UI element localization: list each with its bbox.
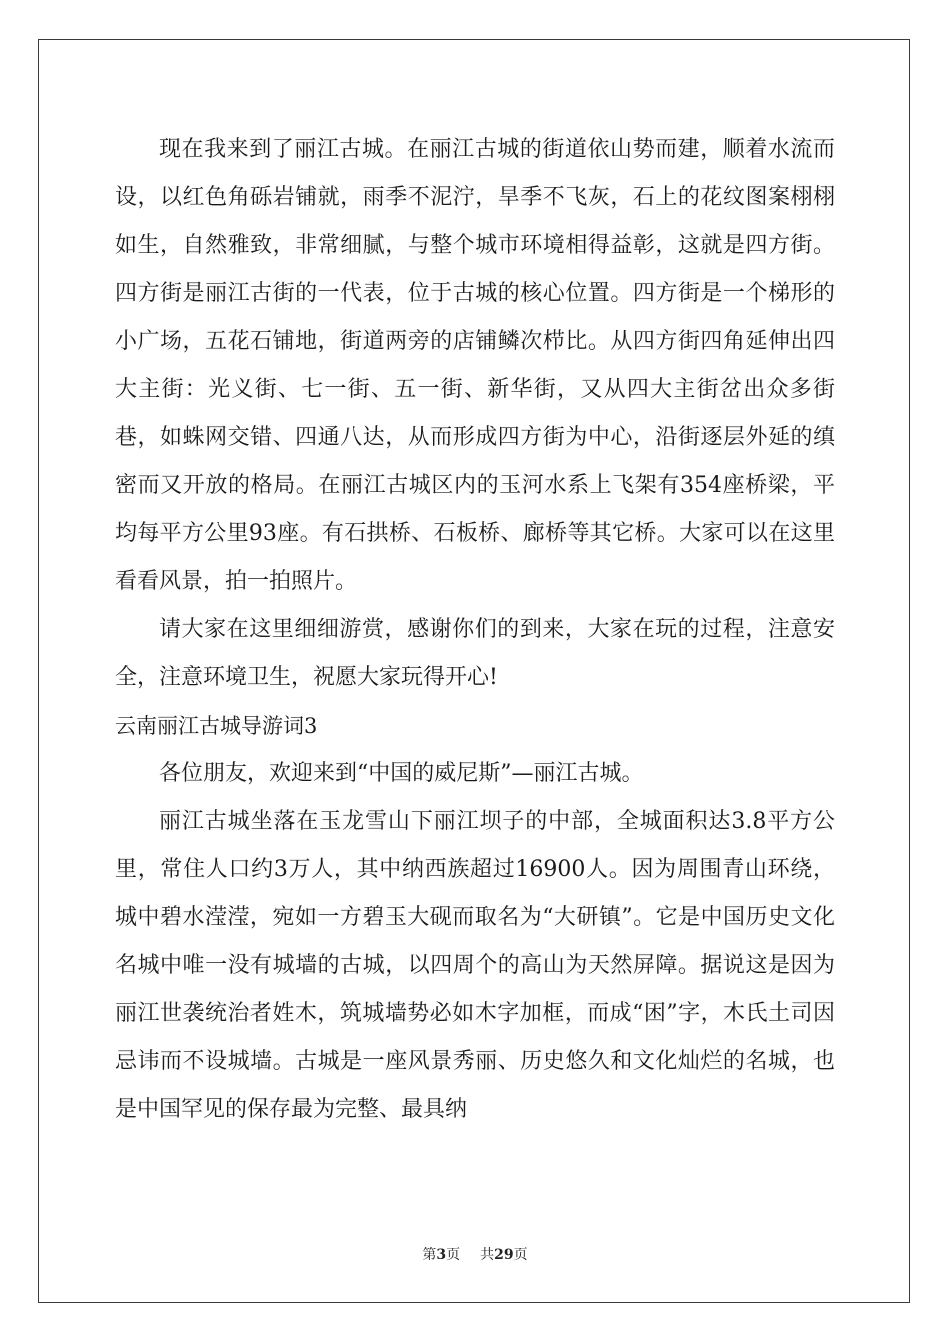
document-body [115,126,835,1134]
paragraph: 请大家在这里细细游赏，感谢你们的到来，大家在玩的过程，注意安全，注意环境卫生，祝愿大家玩得开心! [115,617,835,690]
section-heading: 云南丽江古城导游词3 [115,714,318,738]
total-pages-number: 29 [494,1247,514,1263]
paragraph: 各位朋友，欢迎来到“中国的威尼斯”—丽江古城。 [159,761,644,786]
total-suffix: 页 [513,1247,528,1263]
page-prefix: 第 [422,1247,437,1263]
page-footer [0,1244,950,1264]
paragraph: 丽江古城坐落在玉龙雪山下丽江坝子的中部，全城面积达3.8平方公里，常住人口约3万人，其中纳西族超过16900人。因为周围青山环绕，城中碧水滢滢，宛如一方碧玉大砚而取名为“大研镇”。它是中国历史文化名城中唯一没有城墙的古城，以四周个的高山为天然屏障。据说这是因为丽江世袭统治者姓木，筑城墙势必如木字加框，而成“困”字，木氏土司因忌讳而不设城墙。古城是一座风景秀丽、历史悠久和文化灿烂的名城，也是中国罕见的保存最为完整、最具纳 [115,809,835,1122]
paragraph: 现在我来到了丽江古城。在丽江古城的街道依山势而建，顺着水流而设，以红色角砾岩铺就，雨季不泥泞，旱季不飞灰，石上的花纹图案栩栩如生，自然雅致，非常细腻，与整个城市环境相得益彰，这就是四方街。四方街是丽江古街的一代表，位于古城的核心位置。四方街是一个梯形的小广场，五花石铺地，街道两旁的店铺鳞次栉比。从四方街四角延伸出四大主街：光义街、七一街、五一街、新华街，又从四大主街岔出众多街巷，如蛛网交错、四通八达，从而形成四方街为中心，沿街逐层外延的缜密而又开放的格局。在丽江古城区内的玉河水系上飞架有354座桥梁，平均每平方公里93座。有石拱桥、石板桥、廊桥等其它桥。大家可以在这里看看风景，拍一拍照片。 [115,137,835,594]
page-suffix: 页 [446,1247,461,1263]
current-page-number: 3 [436,1247,447,1263]
total-prefix: 共 [480,1247,495,1263]
